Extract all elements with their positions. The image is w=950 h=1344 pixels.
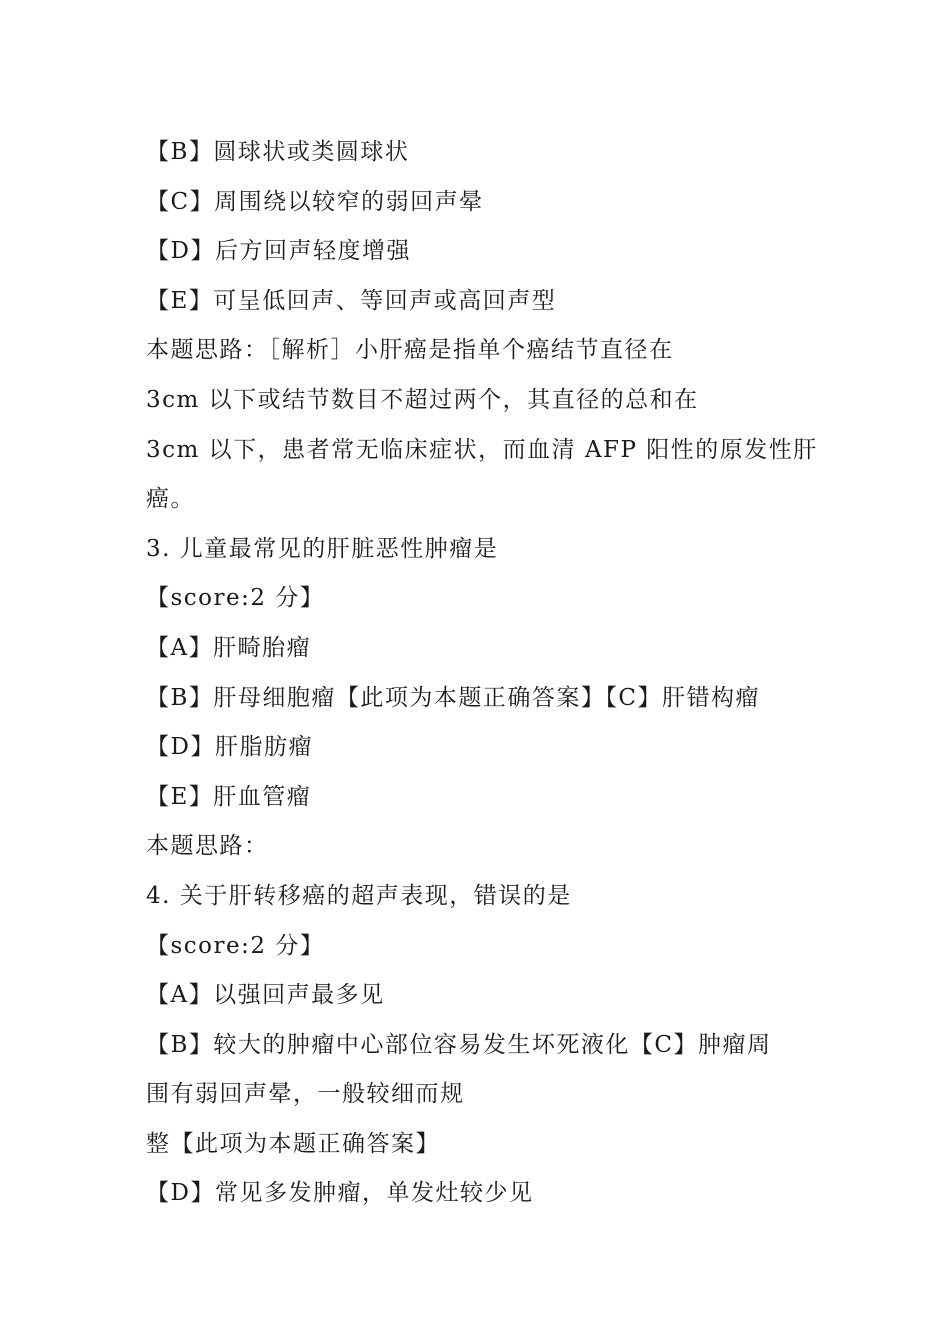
option-line: 【B】较大的肿瘤中心部位容易发生坏死液化【C】肿瘤周	[146, 1031, 772, 1058]
score-label: 【score:2 分】	[146, 585, 325, 612]
explanation-line: 癌。	[146, 486, 195, 513]
option-line: 【B】圆球状或类圆球状	[146, 139, 410, 165]
option-line: 【D】肝脂肪瘤	[146, 734, 313, 761]
option-line: 【E】可呈低回声、等回声或高回声型	[146, 287, 557, 314]
question-title: 4. 关于肝转移癌的超声表现，错误的是	[146, 882, 572, 909]
explanation-line: 本题思路：［解析］小肝癌是指单个癌结节直径在	[146, 337, 674, 364]
explanation-line: 3cm 以下或结节数目不超过两个，其直径的总和在	[146, 386, 699, 413]
option-line: 围有弱回声晕，一般较细而规	[146, 1081, 465, 1108]
option-line: 【C】周围绕以较窄的弱回声晕	[146, 188, 484, 215]
option-line: 【A】以强回声最多见	[146, 982, 385, 1009]
score-label: 【score:2 分】	[146, 932, 325, 959]
option-line: 整【此项为本题正确答案】	[146, 1130, 440, 1157]
option-line: 【D】后方回声轻度增强	[146, 238, 411, 265]
document-body	[146, 128, 826, 1219]
option-line: 【A】肝畸胎瘤	[146, 634, 312, 661]
explanation-line: 3cm 以下，患者常无临床症状，而血清 AFP 阳性的原发性肝	[146, 436, 818, 463]
explanation-line: 本题思路：	[146, 833, 269, 860]
question-title: 3. 儿童最常见的肝脏恶性肿瘤是	[146, 535, 499, 562]
option-line: 【B】肝母细胞瘤【此项为本题正确答案】【C】肝错构瘤	[146, 684, 760, 711]
option-line: 【E】肝血管瘤	[146, 783, 312, 810]
option-line: 【D】常见多发肿瘤，单发灶较少见	[146, 1180, 534, 1207]
